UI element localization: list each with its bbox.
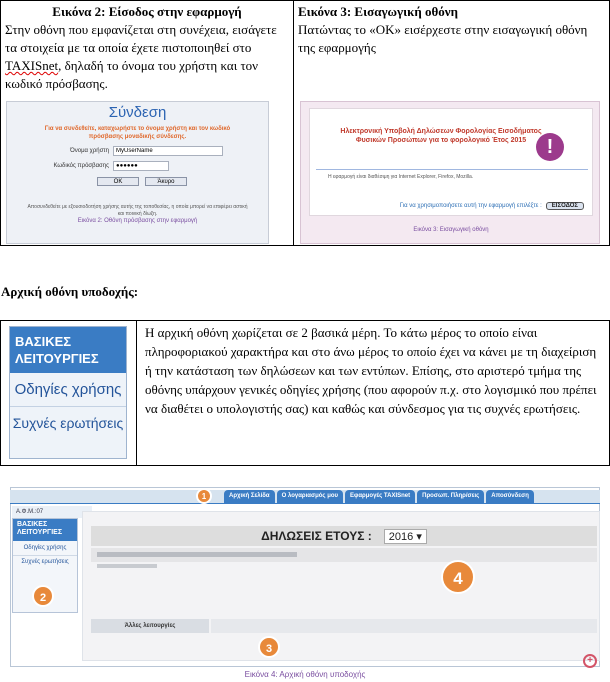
blurred-text-2	[97, 564, 157, 568]
welcome-bottom-text: Για να χρησιμοποιήσετε αυτή την εφαρμογή επιλέξτε :	[399, 203, 542, 209]
description-text: Η αρχική οθόνη χωρίζεται σε 2 βασικά μέρη. Το κάτω μέρος το οποίο είναι πληροφοριακού χαρακτήρα και στο άνω μέρος το οποίο έχει να κάνει με τη διαχείριση ή την κατάσταση των δηλώσεων και των εντύπων. Επίσης, στο αριστερό τμήμα της οθόνης υπάρχουν γενικές οδηγίες χρήσης (που αφορούν π.χ. στο λογισμικό που πρέπει να διαθέτει ο υπολογιστής σας) και καθώς και σύνδεσμος για τις συχνές ερωτήσεις.	[145, 325, 597, 416]
password-row	[7, 161, 268, 171]
login-screenshot	[6, 101, 269, 244]
blurred-text	[97, 552, 297, 557]
password-input[interactable]	[113, 161, 169, 171]
fig3-text: Πατώντας το «ΟΚ» εισέρχεστε στην εισαγωγική οθόνη της εφαρμογής	[298, 22, 588, 55]
divider	[316, 169, 588, 170]
badge-3: 3	[258, 636, 280, 658]
tab-taxisnet-apps[interactable]: Εφαρμογές TAXISnet	[345, 490, 415, 503]
cancel-button[interactable]: Άκυρο	[145, 177, 187, 186]
welcome-screenshot	[300, 101, 600, 244]
username-label: Όνομα χρήστη	[70, 148, 109, 154]
fig2-text-a: Στην οθόνη που εμφανίζεται στη συνέχεια, εισάγετε τα στοιχεία με τα οποία έχετε πιστοποιηθεί στο	[5, 22, 277, 55]
menu-faq[interactable]: Συχνές ερωτήσεις	[10, 407, 126, 458]
section-heading: Αρχική οθόνη υποδοχής:	[1, 284, 139, 299]
welcome-inner	[309, 108, 593, 216]
main-area	[82, 511, 600, 661]
welcome-title: Ηλεκτρονική Υποβολή Δηλώσεων Φορολογίας Εισοδήματος Φυσικών Προσώπων για το φορολογικό Έτος 2015	[340, 128, 542, 144]
other-functions-label: Άλλες λειτουργίες	[91, 619, 209, 633]
login-title: Σύνδεση	[108, 104, 167, 121]
badge-4: 4	[441, 560, 475, 594]
fig3-caption: Εικόνα 3: Εισαγωγική οθόνη	[413, 227, 489, 233]
tab-account[interactable]: Ο λογαριασμός μου	[277, 490, 343, 503]
afm-label: Α.Φ.Μ.:07	[12, 506, 92, 518]
tab-list	[224, 490, 534, 503]
mini-menu-faq[interactable]: Συχνές ερωτήσεις	[21, 559, 69, 565]
tab-personal-info[interactable]: Προσωπ. Πληρ/σεις	[417, 490, 484, 503]
badge-2: 2	[32, 585, 54, 607]
login-buttons	[97, 177, 268, 186]
exclamation-icon: !	[536, 133, 564, 161]
login-message: Για να συνδεθείτε, καταχωρήστε το όνομα χρήστη και τον κωδικό πρόσβασης μοναδικής σύνδεσης.	[44, 126, 231, 140]
menu-user-guide[interactable]: Οδηγίες χρήσης	[10, 373, 126, 407]
ok-button[interactable]: OK	[97, 177, 139, 186]
tab-home[interactable]: Αρχική Σελίδα	[224, 490, 275, 503]
fig2-text-c: , δηλαδή το όνομα του χρήστη και τον κωδικό πρόσβασης.	[5, 58, 259, 91]
mini-menu-basic[interactable]: ΒΑΣΙΚΕΣ ΛΕΙΤΟΥΡΓΙΕΣ	[13, 519, 77, 541]
enter-button[interactable]: ΕΙΣΟΔΟΣ	[546, 202, 584, 210]
mini-menu-guide[interactable]: Οδηγίες χρήσης	[13, 541, 77, 556]
badge-1: 1	[196, 488, 212, 504]
menu-basic-functions[interactable]: ΒΑΣΙΚΕΣ ΛΕΙΤΟΥΡΓΙΕΣ	[10, 327, 126, 373]
year-select[interactable]: 2016 ▾	[384, 529, 427, 544]
fig2-caption: Εικόνα 2: Οθόνη πρόσβασης στην εφαρμογή	[77, 218, 198, 224]
zoom-icon[interactable]: +	[583, 654, 597, 668]
browser-note: Η εφαρμογή είναι διαθέσιμη για Internet Explorer, Firefox, Mozilla.	[328, 174, 474, 180]
fig4-caption: Εικόνα 4: Αρχική οθόνη υποδοχής	[244, 670, 366, 679]
username-row	[7, 146, 268, 156]
login-footnote: Αποσυνδεθείτε με εξουσιοδοτήση χρήσης αυτής της τοποθεσίας, η οποία μπορεί να επιφέρει αστική και ποινική δίωξη.	[27, 204, 248, 217]
welcome-bottom	[310, 202, 594, 210]
fig3-title: Εικόνα 3: Εισαγωγική οθόνη	[298, 4, 458, 19]
side-menu	[9, 326, 127, 459]
top-tab-bar	[10, 490, 600, 504]
declarations-row	[91, 526, 597, 546]
home-screenshot	[10, 487, 600, 681]
intro-table	[0, 320, 610, 466]
username-input[interactable]	[113, 146, 223, 156]
menu-cell	[1, 321, 137, 465]
tab-logout[interactable]: Αποσύνδεση	[486, 490, 534, 503]
year-value: 2016	[388, 530, 414, 543]
other-functions-row	[91, 619, 597, 633]
fig2-title: Εικόνα 2: Είσοδος στην εφαρμογή	[52, 4, 242, 19]
other-functions-fill	[211, 619, 597, 633]
password-label: Κωδικός πρόσβασης	[53, 163, 109, 169]
declarations-label: ΔΗΛΩΣΕΙΣ ΕΤΟΥΣ :	[261, 529, 372, 543]
fig2-text-b: TAXISnet	[5, 58, 59, 73]
